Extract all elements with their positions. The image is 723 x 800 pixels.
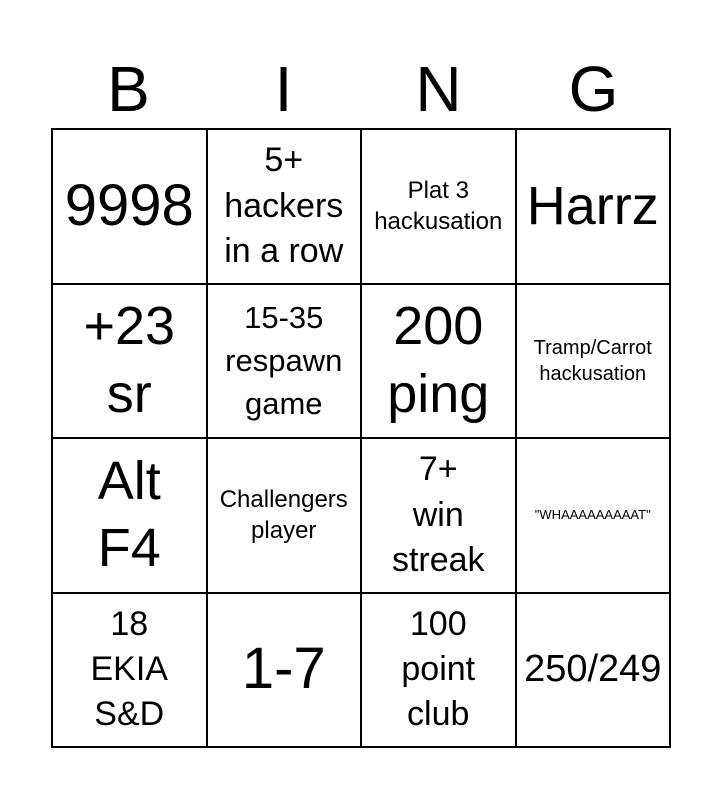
- bingo-cell[interactable]: "WHAAAAAAAAAT": [516, 438, 671, 593]
- bingo-cell[interactable]: 7+ win streak: [361, 438, 516, 593]
- bingo-board: [51, 128, 671, 748]
- bingo-cell[interactable]: Harrz: [516, 129, 671, 284]
- bingo-cell[interactable]: 250/249: [516, 593, 671, 748]
- bingo-cell[interactable]: 5+ hackers in a row: [207, 129, 362, 284]
- bingo-cell[interactable]: +23 sr: [52, 284, 207, 439]
- bingo-cell[interactable]: 200 ping: [361, 284, 516, 439]
- bingo-cell[interactable]: Plat 3 hackusation: [361, 129, 516, 284]
- bingo-cell[interactable]: Challengers player: [207, 438, 362, 593]
- bingo-cell[interactable]: 18 EKIA S&D: [52, 593, 207, 748]
- header-letter-i: I: [274, 53, 293, 125]
- bingo-cell[interactable]: 15-35 respawn game: [207, 284, 362, 439]
- header-letter-n: N: [415, 53, 462, 125]
- bingo-header: [51, 53, 671, 125]
- bingo-cell[interactable]: Tramp/Carrot hackusation: [516, 284, 671, 439]
- bingo-cell[interactable]: 9998: [52, 129, 207, 284]
- bingo-cell[interactable]: 100 point club: [361, 593, 516, 748]
- header-letter-b: B: [107, 53, 150, 125]
- bingo-cell[interactable]: Alt F4: [52, 438, 207, 593]
- bingo-cell[interactable]: 1-7: [207, 593, 362, 748]
- header-letter-g: G: [568, 53, 619, 125]
